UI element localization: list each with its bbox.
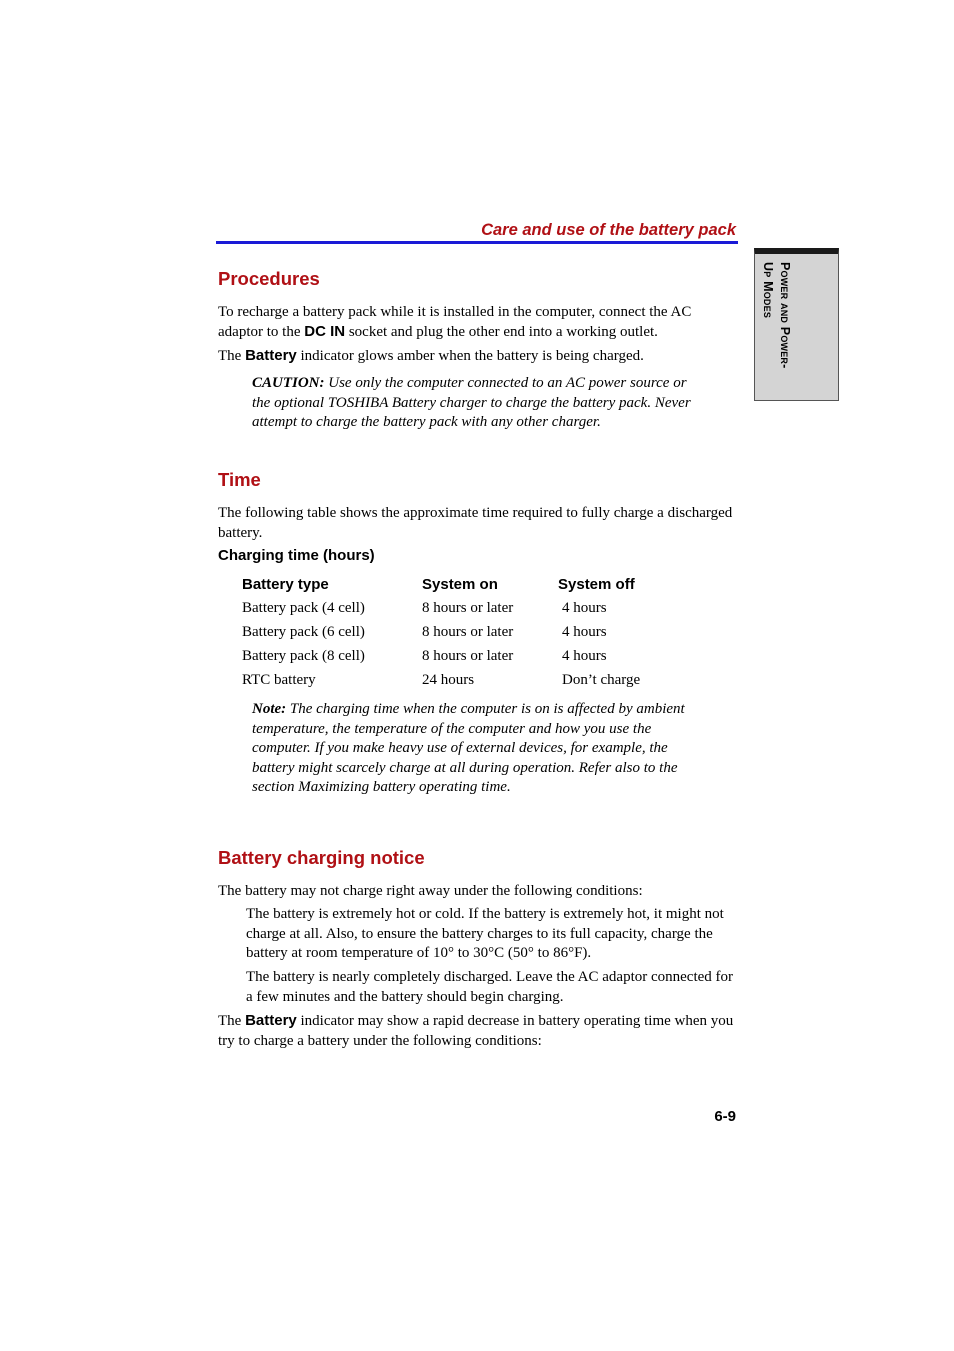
chapter-tab-line1: Power and Power-	[778, 262, 792, 369]
table-cell: 4 hours	[562, 599, 607, 616]
table-cell: RTC battery	[242, 671, 316, 688]
table-cell: Battery pack (4 cell)	[242, 599, 365, 616]
table-row	[238, 668, 644, 692]
table-cell: 24 hours	[422, 671, 475, 688]
note: Note: The charging time when the computer is on is affected by ambient temperature, the temperature of the computer and how you use the computer. If you make heavy use of external devices, for example, the battery might scarcely charge at all during operation. Refer also to the section Maximizing battery operating time.	[252, 701, 685, 795]
table-cell: 4 hours	[562, 623, 607, 640]
header-battery-type: Battery type	[242, 575, 329, 593]
procedures-paragraph-2: The Battery indicator glows amber when the battery is being charged.	[218, 347, 644, 364]
table-cell: Battery pack (6 cell)	[242, 623, 365, 640]
table-header-row	[238, 572, 644, 596]
charging-time-table	[238, 572, 644, 692]
table-cell: 8 hours or later	[422, 623, 514, 640]
table-cell: Battery pack (8 cell)	[242, 647, 365, 664]
table-row	[238, 644, 644, 668]
running-header: Care and use of the battery pack	[481, 221, 736, 239]
header-system-off: System off	[558, 575, 635, 593]
notice-paragraph-1: The battery may not charge right away under the following conditions:	[218, 883, 643, 899]
time-heading: Time	[218, 469, 261, 490]
chapter-tab	[754, 248, 839, 401]
table-caption: Charging time (hours)	[218, 547, 375, 564]
table-cell: Don’t charge	[562, 671, 641, 688]
page-number: 6-9	[714, 1108, 736, 1125]
header-system-on: System on	[422, 575, 498, 593]
caution-label: CAUTION:	[252, 375, 325, 391]
condition-item-2: The battery is nearly completely discharged. Leave the AC adaptor connected for a few minutes and the battery should begin charging.	[246, 969, 734, 1005]
procedures-paragraph-1: To recharge a battery pack while it is installed in the computer, connect the AC adaptor to the DC IN socket and plug the other end into a working outlet.	[218, 304, 692, 340]
table-cell: 8 hours or later	[422, 599, 514, 616]
table-row	[238, 596, 644, 620]
battery-label: Battery	[245, 347, 297, 364]
procedures-heading: Procedures	[218, 268, 320, 289]
notice-paragraph-2: The Battery indicator may show a rapid decrease in battery operating time when you try to charge a battery under the following conditions:	[218, 1012, 734, 1049]
battery-label: Battery	[245, 1012, 297, 1029]
chapter-tab-label	[759, 262, 793, 368]
table-row	[238, 620, 644, 644]
note-label: Note:	[252, 701, 287, 717]
caution-note: CAUTION: Use only the computer connected to an AC power source or the optional TOSHIBA Battery charger to charge the battery pack. Never attempt to charge the battery pack with any other charger.	[252, 375, 691, 430]
dc-in-label: DC IN	[304, 323, 346, 340]
header-rule	[216, 241, 738, 244]
table-cell: 4 hours	[562, 647, 607, 664]
chapter-tab-line2: Up Modes	[761, 262, 775, 319]
condition-item-1: The battery is extremely hot or cold. If the battery is extremely hot, it might not charge at all. Also, to ensure the battery charges to its full capacity, charge the battery at room temperature of 10° to 30°C (50° to 86°F).	[246, 906, 724, 961]
table-cell: 8 hours or later	[422, 647, 514, 664]
time-paragraph: The following table shows the approximate time required to fully charge a discharged battery.	[218, 505, 733, 541]
battery-charging-notice-heading: Battery charging notice	[218, 847, 425, 868]
